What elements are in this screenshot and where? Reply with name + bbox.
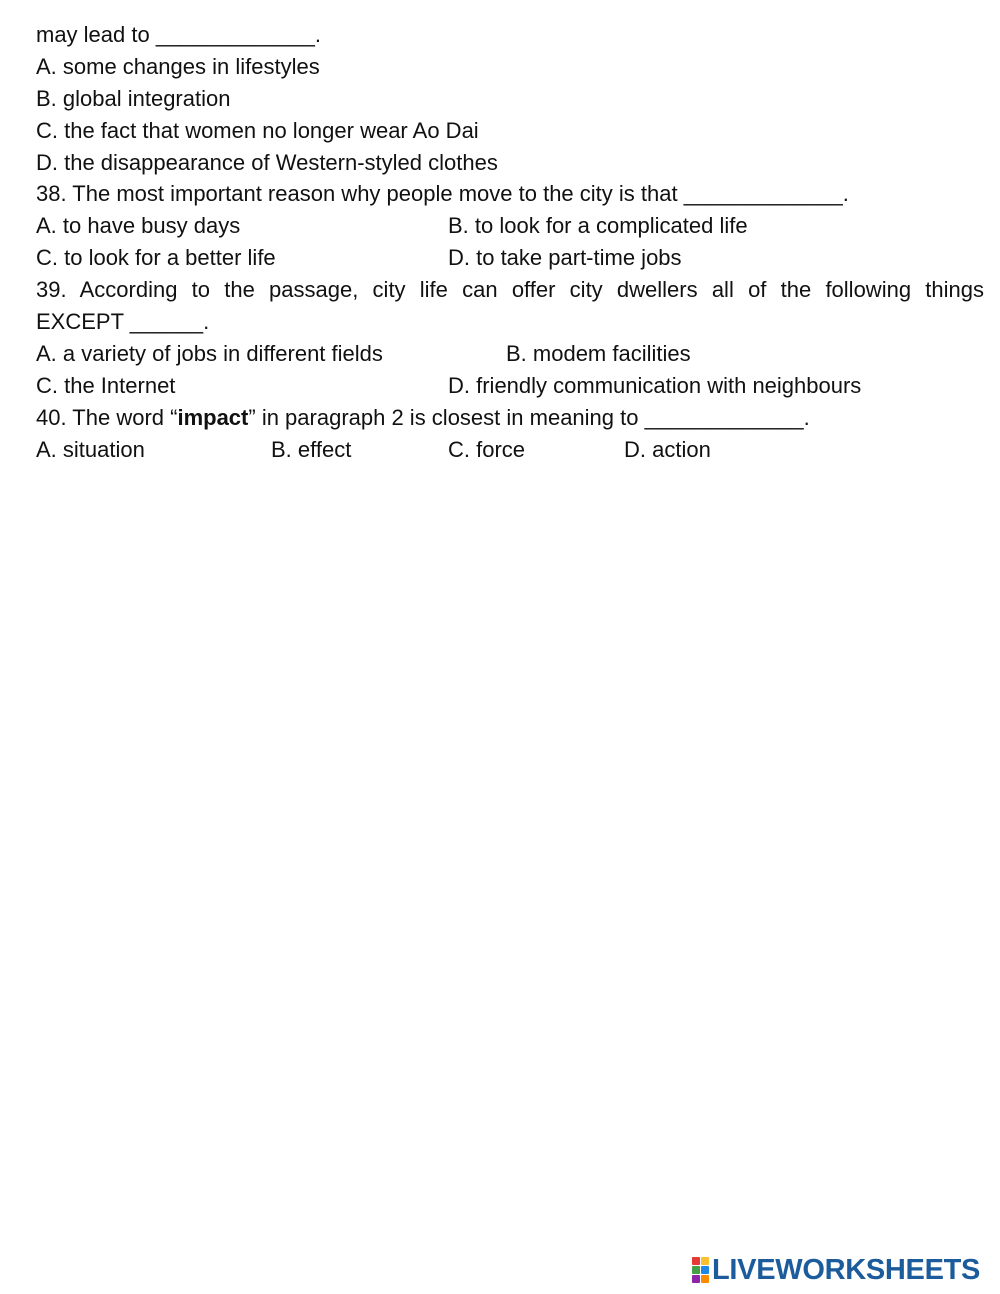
q37-option-d[interactable]: D. the disappearance of Western-styled clothes [36, 149, 498, 175]
mark-tile [701, 1266, 709, 1274]
q39-options-row-2 [36, 370, 984, 402]
worksheet-page [36, 19, 984, 465]
q38-options-row-2 [36, 242, 984, 274]
mark-tile [692, 1266, 700, 1274]
q38-stem: 38. The most important reason why people move to the city is that _____________. [36, 181, 849, 207]
q37-option-c[interactable]: C. the fact that women no longer wear Ao Dai [36, 117, 479, 143]
q38-option-c[interactable]: C. to look for a better life [36, 245, 276, 271]
q38-options-row-1 [36, 210, 984, 242]
liveworksheets-wordmark: LIVEWORKSHEETS [712, 1254, 981, 1286]
q40-options-row [36, 434, 984, 466]
q39-option-a[interactable]: A. a variety of jobs in different fields [36, 340, 383, 366]
q40-option-c[interactable]: C. force [448, 436, 526, 462]
q40-stem-before: 40. The word “ [36, 404, 178, 430]
mark-tile [701, 1257, 709, 1265]
q40-stem-after: ” in paragraph 2 is closest in meaning to _____________. [248, 404, 810, 430]
q37-option-b[interactable]: B. global integration [36, 85, 231, 111]
q40-option-d[interactable]: D. action [624, 436, 711, 462]
liveworksheets-logo [692, 1255, 980, 1285]
q39-option-d[interactable]: D. friendly communication with neighbours [448, 372, 862, 398]
q37-stem-tail: may lead to _____________. [36, 22, 322, 47]
q39-stem-line-1: 39. According to the passage, city life can offer city dwellers all of the following things [36, 277, 984, 303]
q39-options-row-1 [36, 338, 984, 370]
mark-tile [692, 1257, 700, 1265]
q40-option-a[interactable]: A. situation [36, 436, 145, 462]
q39-option-b[interactable]: B. modem facilities [506, 340, 691, 366]
mark-tile [692, 1275, 700, 1283]
q38-option-b[interactable]: B. to look for a complicated life [448, 213, 748, 239]
q39-option-c[interactable]: C. the Internet [36, 372, 176, 398]
q40-keyword: impact [177, 404, 249, 430]
q40-stem [36, 402, 984, 434]
q39-stem-line-2: EXCEPT ______. [36, 309, 210, 335]
liveworksheets-mark-icon [692, 1257, 710, 1283]
mark-tile [701, 1275, 709, 1283]
q38-option-d[interactable]: D. to take part-time jobs [448, 245, 682, 271]
q40-option-b[interactable]: B. effect [271, 436, 352, 462]
q38-option-a[interactable]: A. to have busy days [36, 213, 241, 239]
q37-option-a[interactable]: A. some changes in lifestyles [36, 53, 320, 79]
